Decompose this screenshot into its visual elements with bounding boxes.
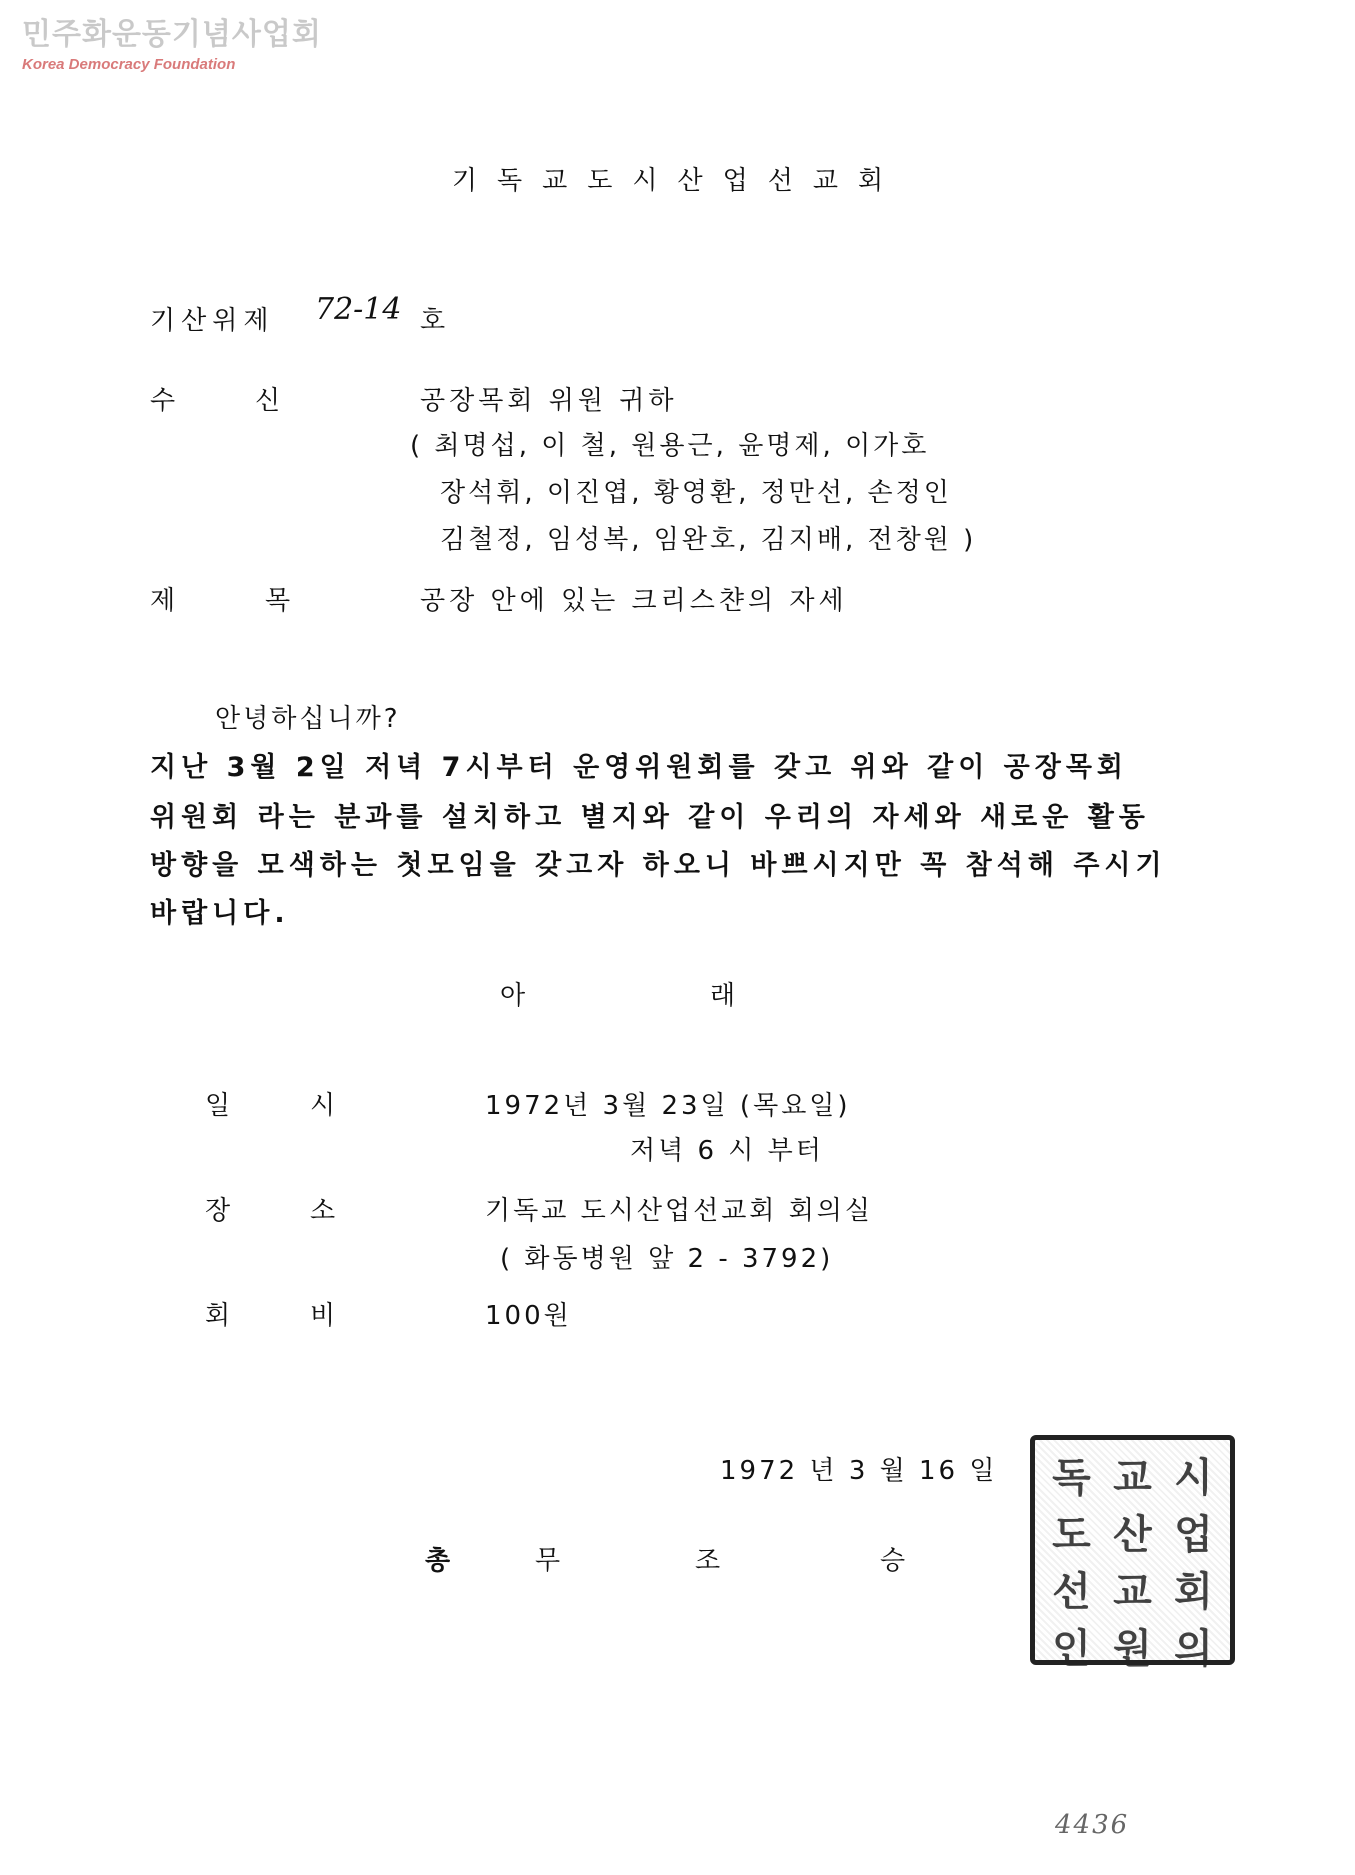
org-title: 기독교도시산업선교회 xyxy=(451,166,904,196)
details-heading-left: 아 xyxy=(500,981,526,1011)
seal-char: 교 xyxy=(1113,1454,1152,1501)
recipient-label-1: 수 xyxy=(150,386,176,416)
doc-number-label: 기산위제 xyxy=(150,306,275,336)
time-value: 저녁 6 시 부터 xyxy=(630,1136,824,1166)
recipient-names-line: 장석휘, 이진엽, 황영환, 정만선, 손정인 xyxy=(440,478,952,508)
seal-char: 인 xyxy=(1052,1625,1091,1672)
recipient-value: 공장목회 위원 귀하 xyxy=(420,386,678,416)
seal-char: 독 xyxy=(1052,1454,1091,1501)
place-label-2: 소 xyxy=(310,1196,336,1226)
fee-label-1: 회 xyxy=(205,1301,231,1331)
signer-char: 무 xyxy=(535,1546,561,1576)
subject-value: 공장 안에 있는 크리스챤의 자세 xyxy=(420,586,848,616)
body-line: 방향을 모색하는 첫모임을 갖고자 하오니 바쁘시지만 꼭 참석해 주시기 xyxy=(150,850,1167,881)
place-value: 기독교 도시산업선교회 회의실 xyxy=(485,1196,874,1226)
seal-char: 시 xyxy=(1174,1454,1213,1501)
body-line: 지난 3월 2일 저녁 7시부터 운영위원회를 갖고 위와 같이 공장목회 xyxy=(150,752,1129,783)
seal-char: 업 xyxy=(1174,1511,1213,1558)
subject-label-1: 제 xyxy=(150,586,176,616)
date-label-2: 시 xyxy=(310,1091,336,1121)
seal-char: 선 xyxy=(1052,1568,1091,1615)
date-label-1: 일 xyxy=(205,1091,231,1121)
seal-char: 의 xyxy=(1174,1625,1213,1672)
details-heading-right: 래 xyxy=(710,981,736,1011)
greeting: 안녕하십니까? xyxy=(215,704,401,734)
seal-char: 산 xyxy=(1113,1511,1152,1558)
archive-number: 4436 xyxy=(1055,1810,1130,1840)
signer-char: 총 xyxy=(425,1546,451,1576)
signer-char: 승 xyxy=(880,1546,906,1576)
signer-char: 조 xyxy=(695,1546,721,1576)
date-value: 1972년 3월 23일 (목요일) xyxy=(485,1091,851,1121)
doc-number-suffix: 호 xyxy=(420,306,446,336)
issue-date: 1972 년 3 월 16 일 xyxy=(720,1456,998,1486)
body-line: 위원회 라는 분과를 설치하고 별지와 같이 우리의 자세와 새로운 활동 xyxy=(150,802,1150,833)
recipient-label-2: 신 xyxy=(255,386,281,416)
watermark-english: Korea Democracy Foundation xyxy=(22,56,236,73)
body-line: 바랍니다. xyxy=(150,898,290,929)
subject-label-2: 목 xyxy=(265,586,291,616)
doc-number-value: 72-14 xyxy=(315,292,402,327)
recipient-names-line: 김철정, 임성복, 임완호, 김지배, 전창원 ) xyxy=(440,525,977,555)
place-label-1: 장 xyxy=(205,1196,231,1226)
seal-char: 도 xyxy=(1052,1511,1091,1558)
fee-label-2: 비 xyxy=(310,1301,336,1331)
seal-char: 원 xyxy=(1113,1625,1152,1672)
watermark-korean: 민주화운동기념사업회 xyxy=(22,17,322,52)
fee-value: 100원 xyxy=(485,1301,572,1331)
official-seal-stamp xyxy=(1030,1435,1235,1672)
foundation-watermark xyxy=(22,17,322,73)
place-phone: ( 화동병원 앞 2 - 3792) xyxy=(500,1244,834,1274)
recipient-names-line: ( 최명섭, 이 철, 원용근, 윤명제, 이가호 xyxy=(410,431,930,461)
seal-char: 회 xyxy=(1174,1568,1213,1615)
seal-char: 교 xyxy=(1113,1568,1152,1615)
